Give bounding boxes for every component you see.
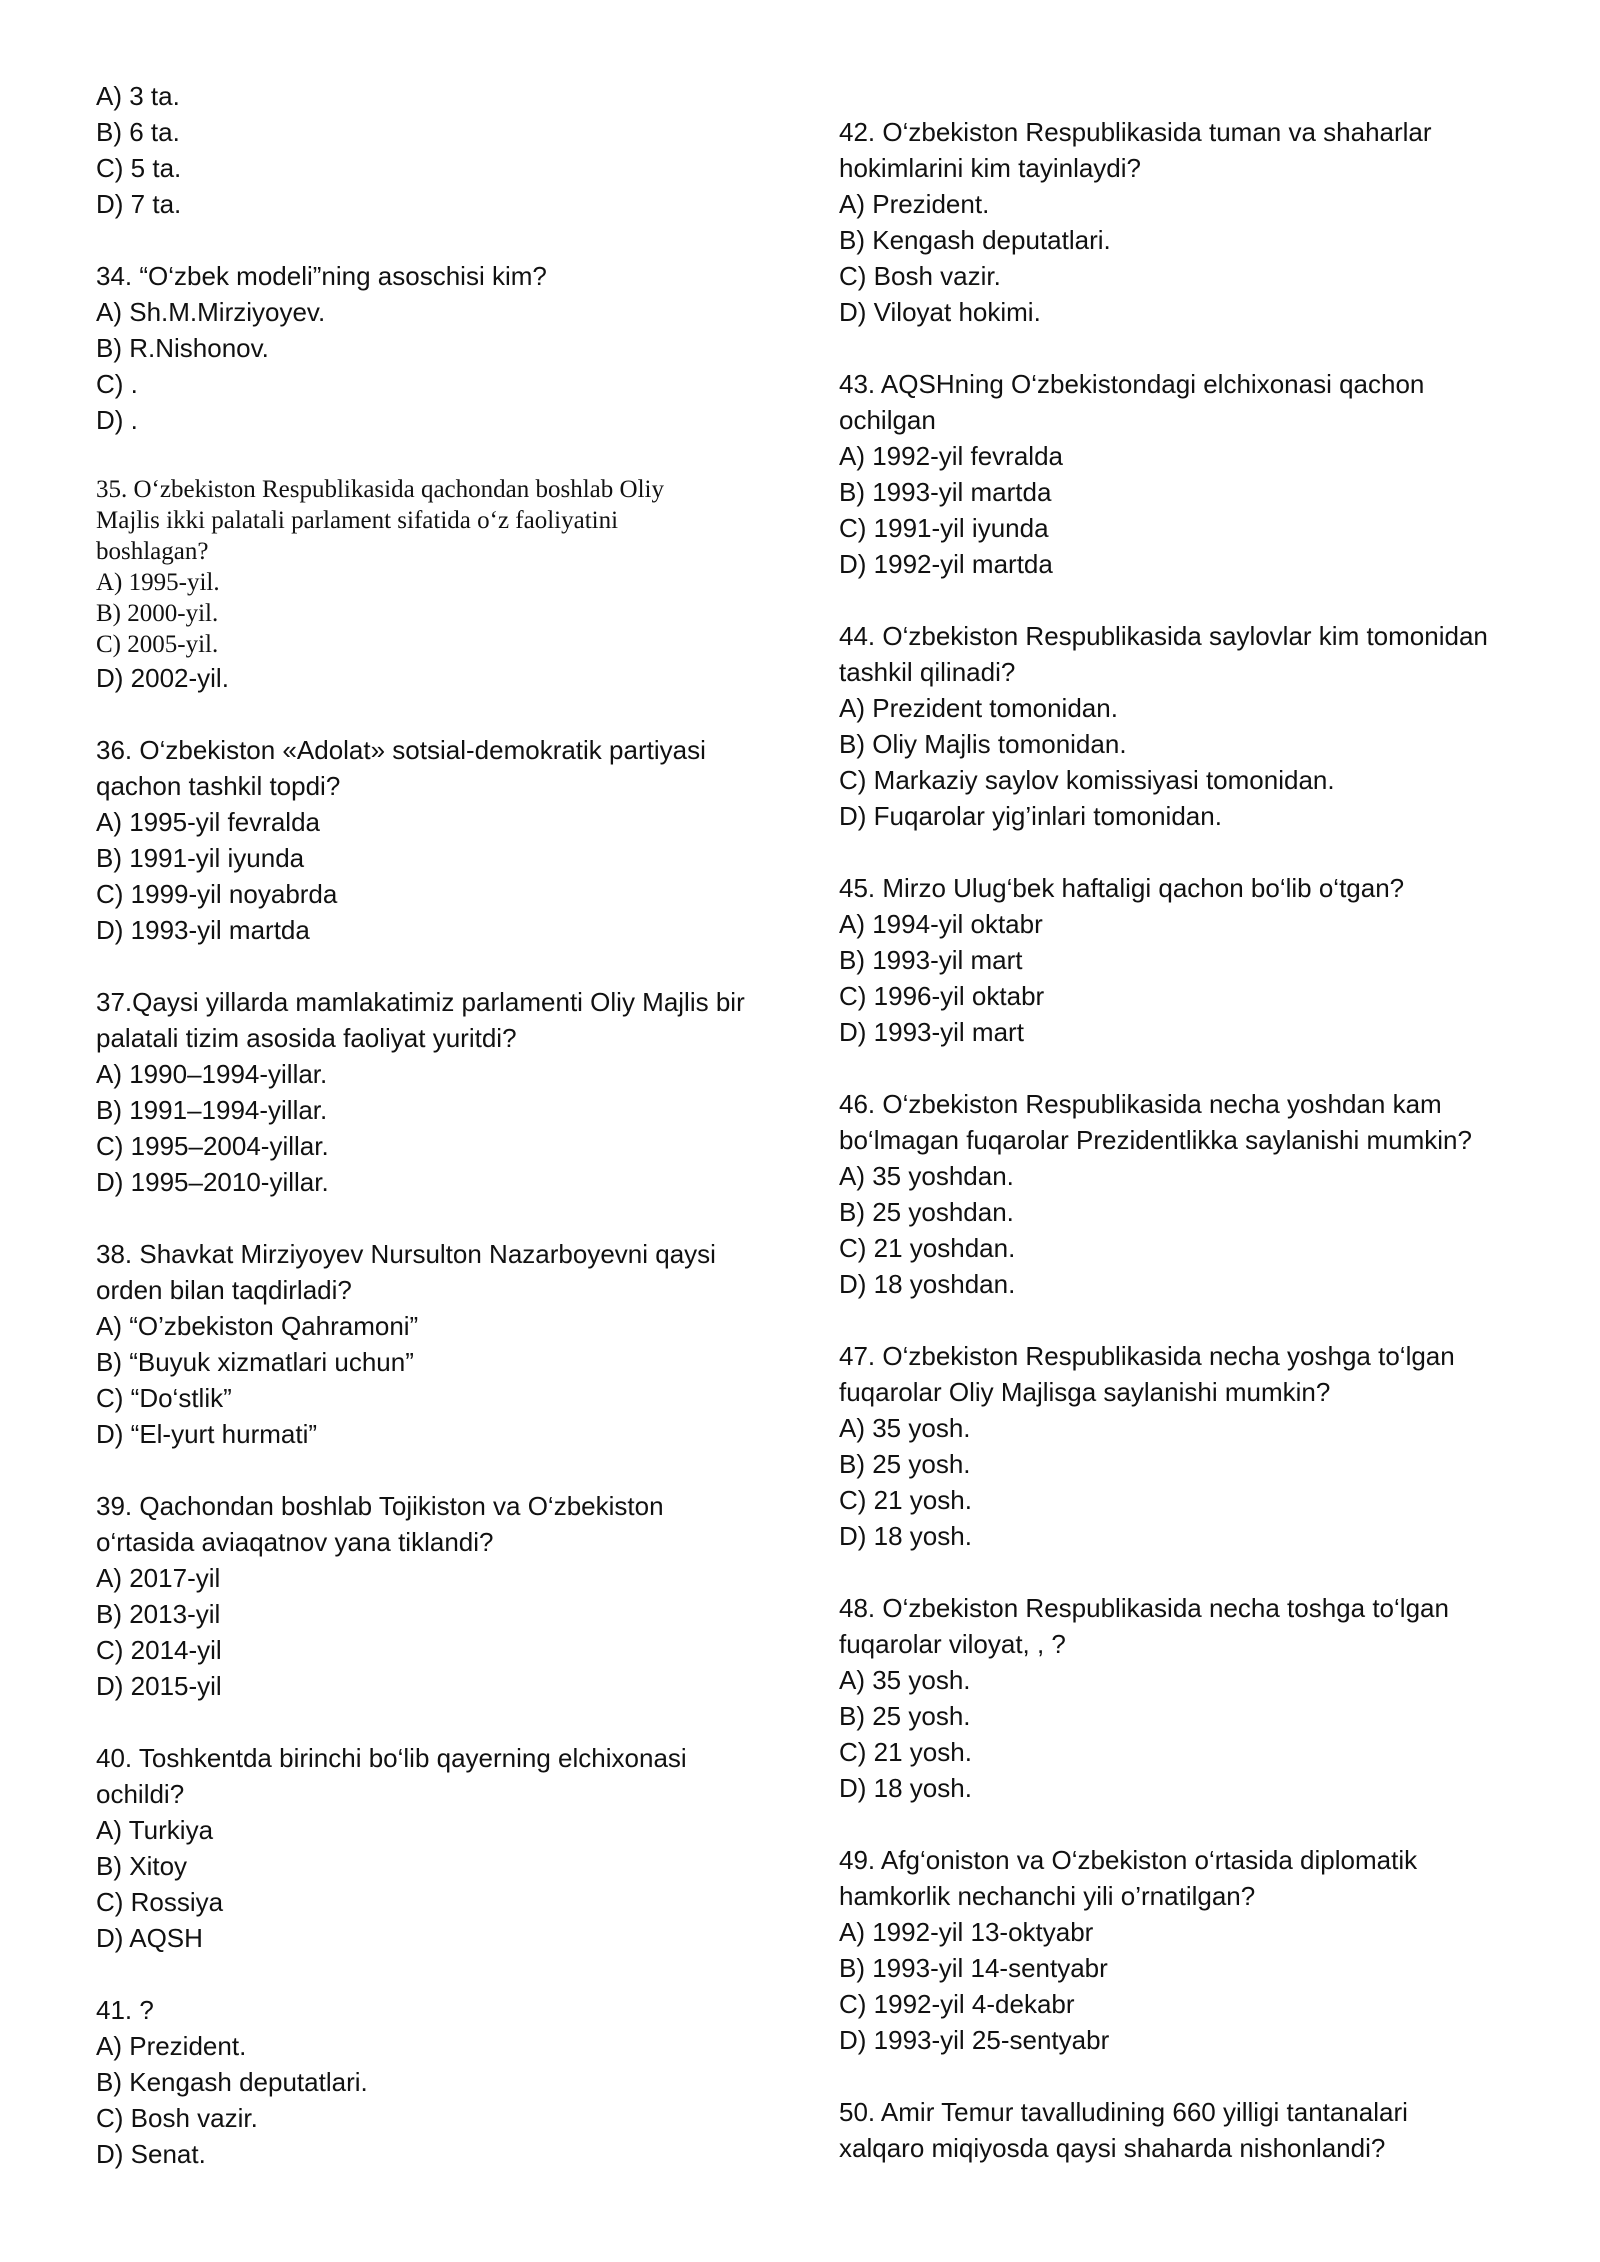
answer-option: A) Prezident. (96, 2031, 247, 2061)
question-text: 39. Qachondan boshlab Tojikiston va O‘zbekiston (96, 1491, 664, 1521)
question-text: 36. O‘zbekiston «Adolat» sotsial-demokratik partiyasi (96, 735, 706, 765)
question-42 (839, 114, 1539, 330)
answer-option: A) 35 yosh. (839, 1413, 971, 1443)
answer-option: A) 1992-yil fevralda (839, 441, 1063, 471)
answer-option: A) 1992-yil 13-oktyabr (839, 1917, 1094, 1947)
question-text: fuqarolar Oliy Majlisga saylanishi mumkin? (839, 1377, 1331, 1407)
question-45 (839, 870, 1539, 1050)
answer-option: A) 1995-yil fevralda (96, 807, 320, 837)
answer-option: C) 21 yosh. (839, 1737, 972, 1767)
question-text: hokimlarini kim tayinlaydi? (839, 153, 1141, 183)
question-43 (839, 366, 1539, 582)
answer-option: A) 3 ta. (96, 81, 180, 111)
answer-option: D) 18 yosh. (839, 1773, 972, 1803)
answer-option: A) 1995-yil. (96, 569, 220, 596)
answer-option: D) 7 ta. (96, 189, 182, 219)
question-text: hamkorlik nechanchi yili o’rnatilgan? (839, 1881, 1256, 1911)
question-text: 40. Toshkentda birinchi bo‘lib qayerning elchixonasi (96, 1743, 687, 1773)
question-text: 44. O‘zbekiston Respublikasida saylovlar kim tomonidan (839, 621, 1488, 651)
answer-option: B) 1993-yil martda (839, 477, 1052, 507)
question-text: 42. O‘zbekiston Respublikasida tuman va shaharlar (839, 117, 1432, 147)
answer-option: C) 2014-yil (96, 1635, 222, 1665)
answer-option: B) 25 yosh. (839, 1449, 971, 1479)
question-50 (839, 2094, 1539, 2166)
answer-option: B) R.Nishonov. (96, 333, 269, 363)
answer-option: C) 5 ta. (96, 153, 182, 183)
question-text: palatali tizim asosida faoliyat yuritdi? (96, 1023, 517, 1053)
answer-option: C) 1996-yil oktabr (839, 981, 1045, 1011)
answer-option: A) 35 yosh. (839, 1665, 971, 1695)
question-38 (96, 1236, 796, 1452)
answer-option: A) Prezident. (839, 189, 990, 219)
question-46 (839, 1086, 1539, 1302)
answer-option: B) 2013-yil (96, 1599, 221, 1629)
question-49 (839, 1842, 1539, 2058)
question-37 (96, 984, 796, 1200)
answer-option: C) 2005-yil. (96, 631, 219, 658)
question-text: fuqarolar viloyat, , ? (839, 1629, 1066, 1659)
question-40 (96, 1740, 796, 1956)
answer-option: C) 1991-yil iyunda (839, 513, 1049, 543)
answer-option: B) 1991–1994-yillar. (96, 1095, 328, 1125)
question-text: orden bilan taqdirladi? (96, 1275, 352, 1305)
answer-option: B) 1993-yil mart (839, 945, 1023, 975)
answer-option: B) “Buyuk xizmatlari uchun” (96, 1347, 414, 1377)
right-column (839, 114, 1539, 2202)
answer-option: D) 1993-yil mart (839, 1017, 1024, 1047)
question-text: ochildi? (96, 1779, 185, 1809)
answer-option: C) Bosh vazir. (96, 2103, 258, 2133)
answer-option: C) 1992-yil 4-dekabr (839, 1989, 1075, 2019)
answer-option: D) AQSH (96, 1923, 203, 1953)
answer-option: C) Markaziy saylov komissiyasi tomonidan. (839, 765, 1335, 795)
question-text: 35. O‘zbekiston Respublikasida qachondan boshlab Oliy (96, 476, 664, 503)
answer-option: A) 1994-yil oktabr (839, 909, 1043, 939)
question-text: bo‘lmagan fuqarolar Prezidentlikka saylanishi mumkin? (839, 1125, 1472, 1155)
question-34 (96, 258, 796, 438)
question-36 (96, 732, 796, 948)
question-text: xalqaro miqiyosda qaysi shaharda nishonlandi? (839, 2133, 1386, 2163)
answer-option: D) Senat. (96, 2139, 206, 2169)
answer-option: A) 1990–1994-yillar. (96, 1059, 328, 1089)
question-text: 45. Mirzo Ulug‘bek haftaligi qachon bo‘lib o‘tgan? (839, 873, 1405, 903)
answer-option: B) 6 ta. (96, 117, 180, 147)
question-text: 48. O‘zbekiston Respublikasida necha toshga to‘lgan (839, 1593, 1449, 1623)
question-48 (839, 1590, 1539, 1806)
question-text: 34. “O‘zbek modeli”ning asoschisi kim? (96, 261, 547, 291)
answer-option: A) 2017-yil (96, 1563, 221, 1593)
question-text: ochilgan (839, 405, 936, 435)
answer-option: D) Fuqarolar yig’inlari tomonidan. (839, 801, 1222, 831)
answer-option: C) 21 yosh. (839, 1485, 972, 1515)
answer-option: A) Turkiya (96, 1815, 214, 1845)
answer-option: D) 1993-yil martda (96, 915, 310, 945)
question-text: 47. O‘zbekiston Respublikasida necha yoshga to‘lgan (839, 1341, 1455, 1371)
answer-option: B) Kengash deputatlari. (96, 2067, 368, 2097)
answer-option: D) 18 yosh. (839, 1521, 972, 1551)
answer-option: B) 1991-yil iyunda (96, 843, 305, 873)
answer-option: D) 1995–2010-yillar. (96, 1167, 329, 1197)
answer-option: D) 1992-yil martda (839, 549, 1053, 579)
question-41 (96, 1992, 796, 2172)
answer-option: D) 2015-yil (96, 1671, 222, 1701)
answer-option: C) 1999-yil noyabrda (96, 879, 338, 909)
question-text: Majlis ikki palatali parlament sifatida o‘z faoliyatini (96, 507, 619, 534)
answer-option: B) Kengash deputatlari. (839, 225, 1111, 255)
question-39 (96, 1488, 796, 1704)
answer-option: C) “Do‘stlik” (96, 1383, 232, 1413)
answer-option: B) 2000-yil. (96, 600, 219, 627)
question-47 (839, 1338, 1539, 1554)
question-text: qachon tashkil topdi? (96, 771, 341, 801)
question-text: 43. AQSHning O‘zbekistondagi elchixonasi qachon (839, 369, 1425, 399)
answer-option: C) 1995–2004-yillar. (96, 1131, 329, 1161)
answer-option: D) “El-yurt hurmati” (96, 1419, 318, 1449)
answer-option: D) Viloyat hokimi. (839, 297, 1041, 327)
question-text: 49. Afg‘oniston va O‘zbekiston o‘rtasida diplomatik (839, 1845, 1418, 1875)
answer-option: C) Rossiya (96, 1887, 224, 1917)
answer-option: B) 25 yosh. (839, 1701, 971, 1731)
question-35 (96, 474, 796, 696)
question-33-options (96, 78, 796, 222)
question-text: 41. ? (96, 1995, 154, 2025)
answer-option: C) Bosh vazir. (839, 261, 1001, 291)
answer-option: C) 21 yoshdan. (839, 1233, 1016, 1263)
answer-option: D) . (96, 405, 138, 435)
answer-option: A) 35 yoshdan. (839, 1161, 1014, 1191)
question-text: 38. Shavkat Mirziyoyev Nursulton Nazarboyevni qaysi (96, 1239, 716, 1269)
left-column (96, 78, 796, 2208)
answer-option: D) 2002-yil. (96, 663, 229, 693)
answer-option: B) 1993-yil 14-sentyabr (839, 1953, 1108, 1983)
answer-option: C) . (96, 369, 138, 399)
question-text: o‘rtasida aviaqatnov yana tiklandi? (96, 1527, 494, 1557)
answer-option: B) Oliy Majlis tomonidan. (839, 729, 1127, 759)
answer-option: A) Sh.M.Mirziyoyev. (96, 297, 326, 327)
question-44 (839, 618, 1539, 834)
question-text: boshlagan? (96, 538, 209, 565)
answer-option: B) Xitoy (96, 1851, 188, 1881)
answer-option: D) 18 yoshdan. (839, 1269, 1016, 1299)
answer-option: A) “O’zbekiston Qahramoni” (96, 1311, 419, 1341)
answer-option: A) Prezident tomonidan. (839, 693, 1118, 723)
question-text: tashkil qilinadi? (839, 657, 1016, 687)
question-text: 46. O‘zbekiston Respublikasida necha yoshdan kam (839, 1089, 1442, 1119)
answer-option: B) 25 yoshdan. (839, 1197, 1014, 1227)
answer-option: D) 1993-yil 25-sentyabr (839, 2025, 1110, 2055)
question-text: 50. Amir Temur tavalludining 660 yilligi tantanalari (839, 2097, 1408, 2127)
question-text: 37.Qaysi yillarda mamlakatimiz parlamenti Oliy Majlis bir (96, 987, 745, 1017)
